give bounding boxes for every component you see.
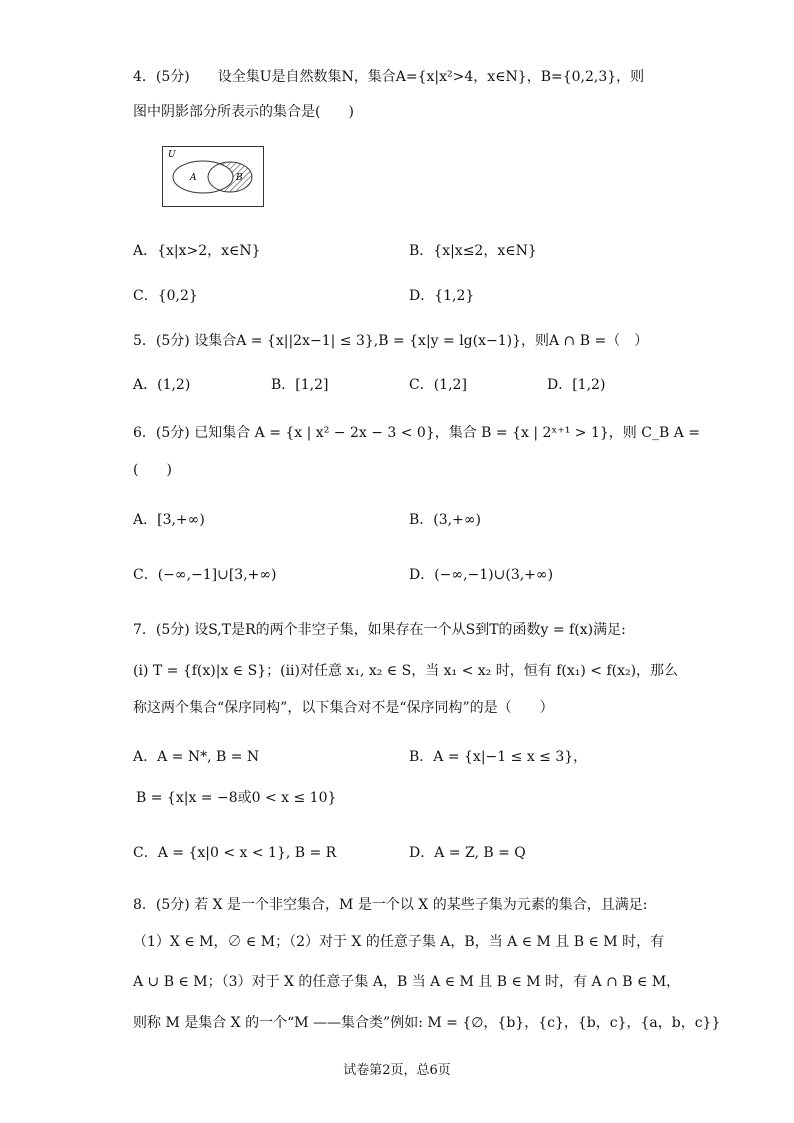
q7-option-c: C．A = {x|0 < x < 1}, B = R — [133, 845, 337, 861]
q7-option-d: D．A = Z, B = Q — [409, 845, 526, 861]
page-footer: 试卷第2页，总6页 — [343, 1063, 451, 1078]
q7-option-b: B．A = {x|−1 ≤ x ≤ 3}， — [409, 749, 588, 765]
q8-line3: A ∪ B ∈ M；（3）对于 X 的任意子集 A，B 当 A ∈ M 且 B ∈ M 时，有 A ∩ B ∈ M， — [133, 974, 681, 990]
q4-option-a: A．{x|x>2，x∈N} — [133, 243, 261, 259]
q8-line2: （1）X ∈ M，∅ ∈ M；（2）对于 X 的任意子集 A，B，当 A ∈ M 且 B ∈ M 时，有 — [133, 934, 665, 950]
q4-option-c: C．{0,2} — [133, 288, 198, 304]
q6-option-a: A．[3,+∞) — [133, 512, 205, 528]
venn-diagram — [162, 146, 266, 208]
q7-option-b-cont: B = {x|x = −8或0 < x ≤ 10} — [136, 790, 337, 806]
venn-label-b: B — [236, 173, 243, 183]
q4-line1: 4．(5分) 设全集U是自然数集N，集合A={x|x²>4，x∈N}，B={0,2,3}，则 — [133, 69, 645, 85]
q5-line1: 5．(5分) 设集合A = {x||2x−1| ≤ 3},B = {x|y = lg(x−1)}，则A ∩ B =（ ） — [133, 333, 649, 349]
q6-line1: 6．(5分) 已知集合 A = {x | x² − 2x − 3 < 0}，集合 B = {x | 2ˣ⁺¹ > 1}，则 C_B A = — [133, 425, 700, 441]
q4-option-b: B．{x|x≤2，x∈N} — [409, 243, 537, 259]
q8-line1: 8．(5分) 若 X 是一个非空集合，M 是一个以 X 的某些子集为元素的集合，且满足: — [133, 897, 648, 913]
q6-option-c: C．(−∞,−1]∪[3,+∞) — [133, 567, 277, 583]
q5-option-b: B．[1,2] — [271, 377, 329, 393]
q6-line2: ( ) — [133, 462, 172, 478]
q5-option-c: C．(1,2] — [409, 377, 467, 393]
q5-option-d: D．[1,2) — [547, 377, 606, 393]
q7-option-a: A．A = N*, B = N — [133, 749, 260, 765]
venn-label-a: A — [190, 173, 197, 183]
q7-line1: 7．(5分) 设S,T是R的两个非空子集，如果存在一个从S到T的函数y = f(x)满足: — [133, 622, 626, 638]
q4-option-d: D．{1,2} — [409, 288, 475, 304]
q6-option-d: D．(−∞,−1)∪(3,+∞) — [409, 567, 554, 583]
q8-line4: 则称 M 是集合 X 的一个“M ——集合类”例如: M = {∅，{b}，{c}，{b，c}，{a，b，c}} — [133, 1015, 721, 1031]
q5-option-a: A．(1,2) — [133, 377, 191, 393]
q6-option-b: B．(3,+∞) — [409, 512, 481, 528]
q7-line3: 称这两个集合“保序同构”，以下集合对不是“保序同构”的是（ ） — [133, 700, 554, 716]
venn-label-u: U — [168, 150, 176, 160]
q4-line2: 图中阴影部分所表示的集合是( ) — [133, 104, 354, 120]
q7-line2: (i) T = {f(x)|x ∈ S}；(ii)对任意 x₁, x₂ ∈ S，当 x₁ < x₂ 时，恒有 f(x₁) < f(x₂)，那么 — [133, 663, 679, 679]
